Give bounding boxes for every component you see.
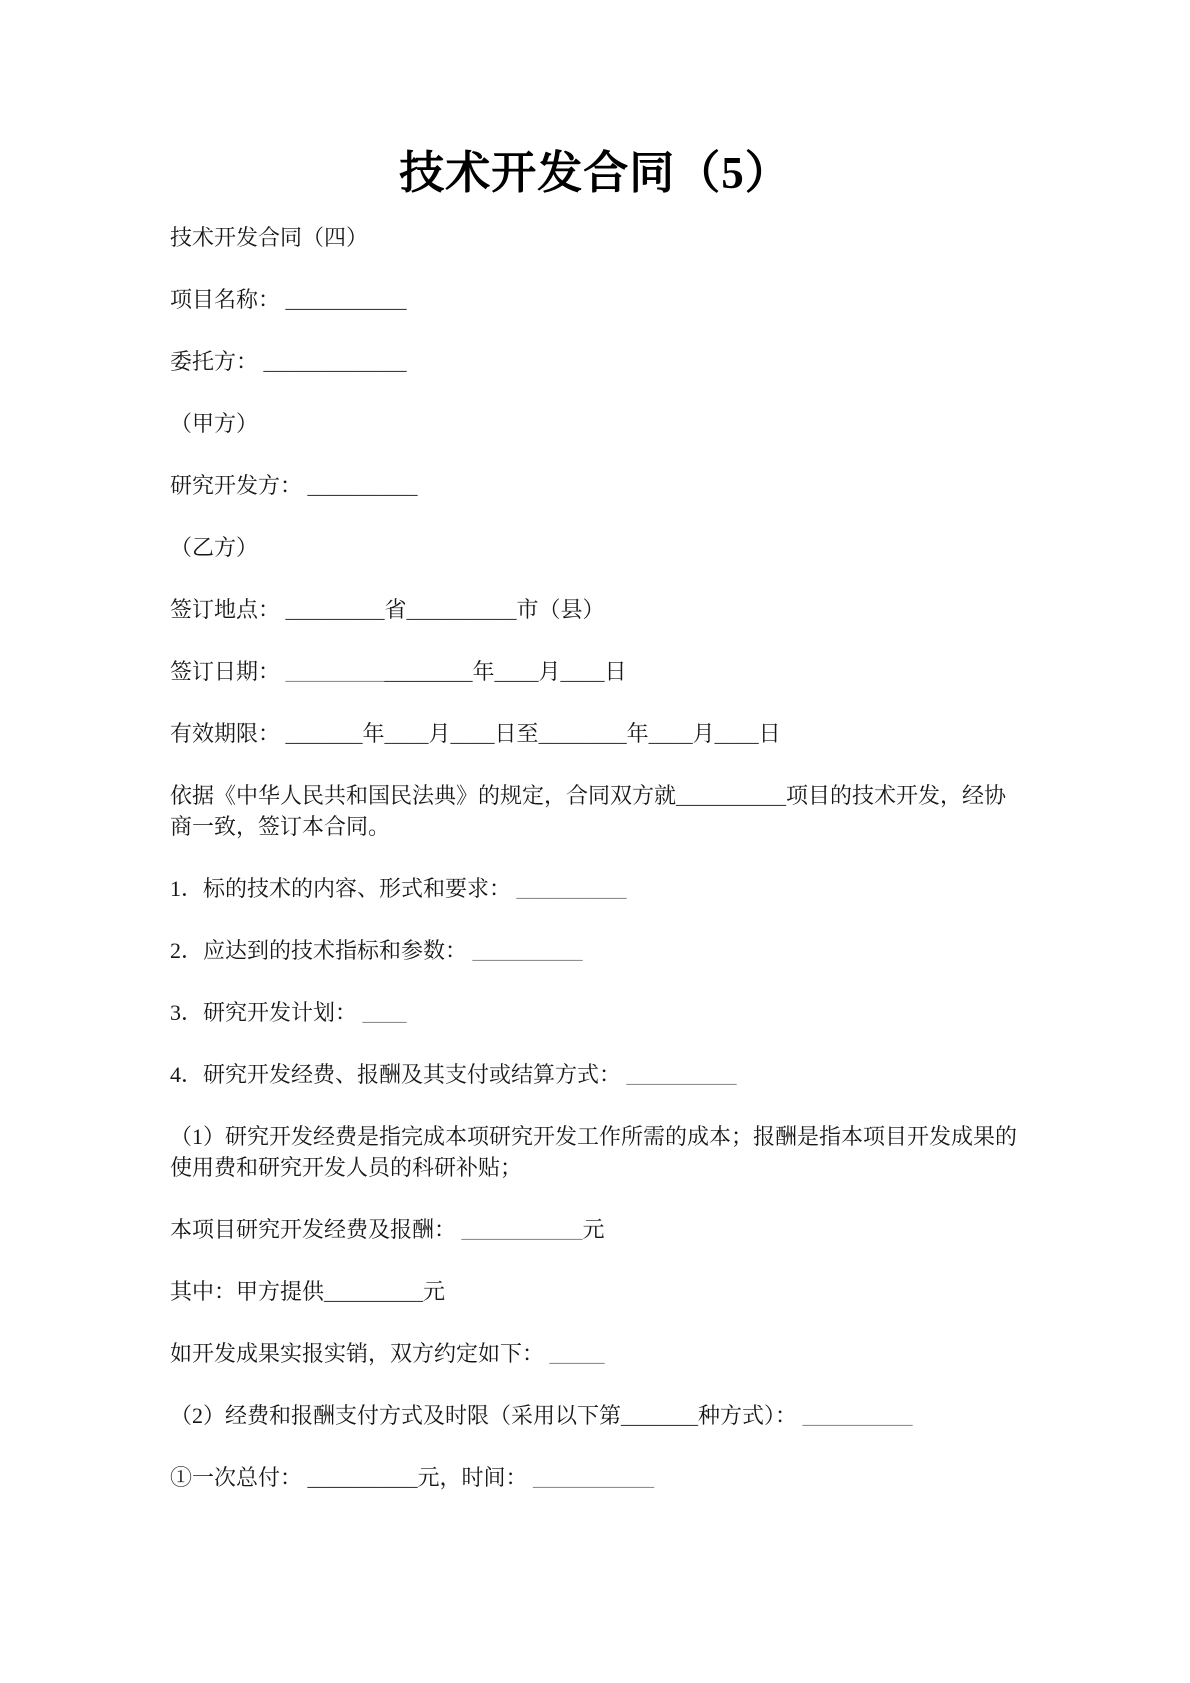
blank-field: _________: [324, 1279, 424, 1304]
blank-field: ____: [362, 1000, 407, 1025]
paragraph-clause-4: [170, 1059, 1020, 1090]
text-run: （甲方）: [170, 411, 259, 436]
text-run: （乙方）: [170, 535, 259, 560]
paragraph-clause-4-1: [170, 1121, 1020, 1183]
text-run: 依据《中华人民共和国民法典》的规定，合同双方就: [170, 783, 677, 808]
blank-field: _______: [621, 1403, 699, 1428]
paragraph-preamble: [170, 780, 1020, 842]
blank-field: _________: [285, 597, 385, 622]
paragraph-signing-place: [170, 594, 1020, 625]
blank-field: __________: [516, 876, 627, 901]
paragraph-party-a: [170, 408, 1020, 439]
paragraph-clause-1: [170, 873, 1020, 904]
paragraph-validity-period: [170, 718, 1020, 749]
text-run: 项目的技术开发，经协商一致，签订本合同。: [170, 783, 1007, 839]
blank-field: ____: [648, 721, 693, 746]
blank-field: __________: [472, 938, 583, 963]
text-run: 签订日期：: [170, 659, 286, 684]
text-run: 省: [384, 597, 407, 622]
text-run: 日: [758, 721, 781, 746]
blank-field: __________: [802, 1403, 913, 1428]
text-run: 市（县）: [516, 597, 605, 622]
paragraph-party-a-provides: [170, 1276, 1020, 1307]
paragraph-reimbursement: [170, 1338, 1020, 1369]
paragraph-project-funds: [170, 1214, 1020, 1245]
document-body: [170, 222, 1020, 1493]
paragraph-subtitle: [170, 222, 1020, 253]
text-run: 如开发成果实报实销，双方约定如下：: [170, 1341, 550, 1366]
text-run: 年: [626, 721, 649, 746]
blank-field: _______: [285, 721, 363, 746]
blank-field: _____________: [263, 349, 407, 374]
text-run: （2）经费和报酬支付方式及时限（采用以下第: [170, 1403, 622, 1428]
text-run: 月: [692, 721, 715, 746]
text-run: 研究开发方：: [170, 473, 308, 498]
text-run: 月: [538, 659, 561, 684]
text-run: 本项目研究开发经费及报酬：: [170, 1217, 462, 1242]
text-run: 日至: [494, 721, 539, 746]
paragraph-entrusting-party: [170, 346, 1020, 377]
blank-field: ____: [450, 721, 495, 746]
text-run: 项目名称：: [170, 287, 286, 312]
text-run: （1）研究开发经费是指完成本项研究开发工作所需的成本；报酬是指本项目开发成果的使用费和研究开发人员的科研补贴；: [170, 1124, 1018, 1180]
blank-field: ___________: [285, 287, 407, 312]
blank-field: ________: [384, 659, 473, 684]
text-run: 元: [582, 1217, 605, 1242]
text-run: 日: [604, 659, 627, 684]
text-run: 元: [423, 1279, 446, 1304]
blank-field: __________: [626, 1062, 737, 1087]
blank-field: __________: [676, 783, 787, 808]
text-run: 种方式）：: [698, 1403, 803, 1428]
blank-field: _________: [285, 659, 385, 684]
blank-field: __________: [307, 473, 418, 498]
text-run: 2．应达到的技术指标和参数：: [170, 938, 473, 963]
blank-field: ____: [384, 721, 429, 746]
paragraph-clause-3: [170, 997, 1020, 1028]
blank-field: ____: [714, 721, 759, 746]
text-run: 3．研究开发计划：: [170, 1000, 363, 1025]
paragraph-clause-2: [170, 935, 1020, 966]
blank-field: ____: [560, 659, 605, 684]
paragraph-payment-option-1: [170, 1462, 1020, 1493]
text-run: 月: [428, 721, 451, 746]
paragraph-party-b: [170, 532, 1020, 563]
text-run: 年: [472, 659, 495, 684]
document-title: 技术开发合同（5）: [399, 148, 791, 198]
blank-field: __________: [406, 597, 517, 622]
blank-field: ____: [494, 659, 539, 684]
text-run: 4．研究开发经费、报酬及其支付或结算方式：: [170, 1062, 627, 1087]
blank-field: ________: [538, 721, 627, 746]
text-run: ①一次总付：: [170, 1465, 308, 1490]
text-run: 元，时间：: [417, 1465, 534, 1490]
text-run: 签订地点：: [170, 597, 286, 622]
blank-field: __________: [307, 1465, 418, 1490]
paragraph-project-name: [170, 284, 1020, 315]
text-run: 年: [362, 721, 385, 746]
text-run: 有效期限：: [170, 721, 286, 746]
blank-field: ___________: [533, 1465, 655, 1490]
blank-field: _____: [549, 1341, 605, 1366]
paragraph-clause-4-2: [170, 1400, 1020, 1431]
text-run: 委托方：: [170, 349, 264, 374]
blank-field: ___________: [461, 1217, 583, 1242]
text-run: 1．标的技术的内容、形式和要求：: [170, 876, 517, 901]
paragraph-signing-date: [170, 656, 1020, 687]
text-run: 技术开发合同（四）: [170, 225, 369, 250]
paragraph-rd-party: [170, 470, 1020, 501]
text-run: 其中：甲方提供: [170, 1279, 325, 1304]
